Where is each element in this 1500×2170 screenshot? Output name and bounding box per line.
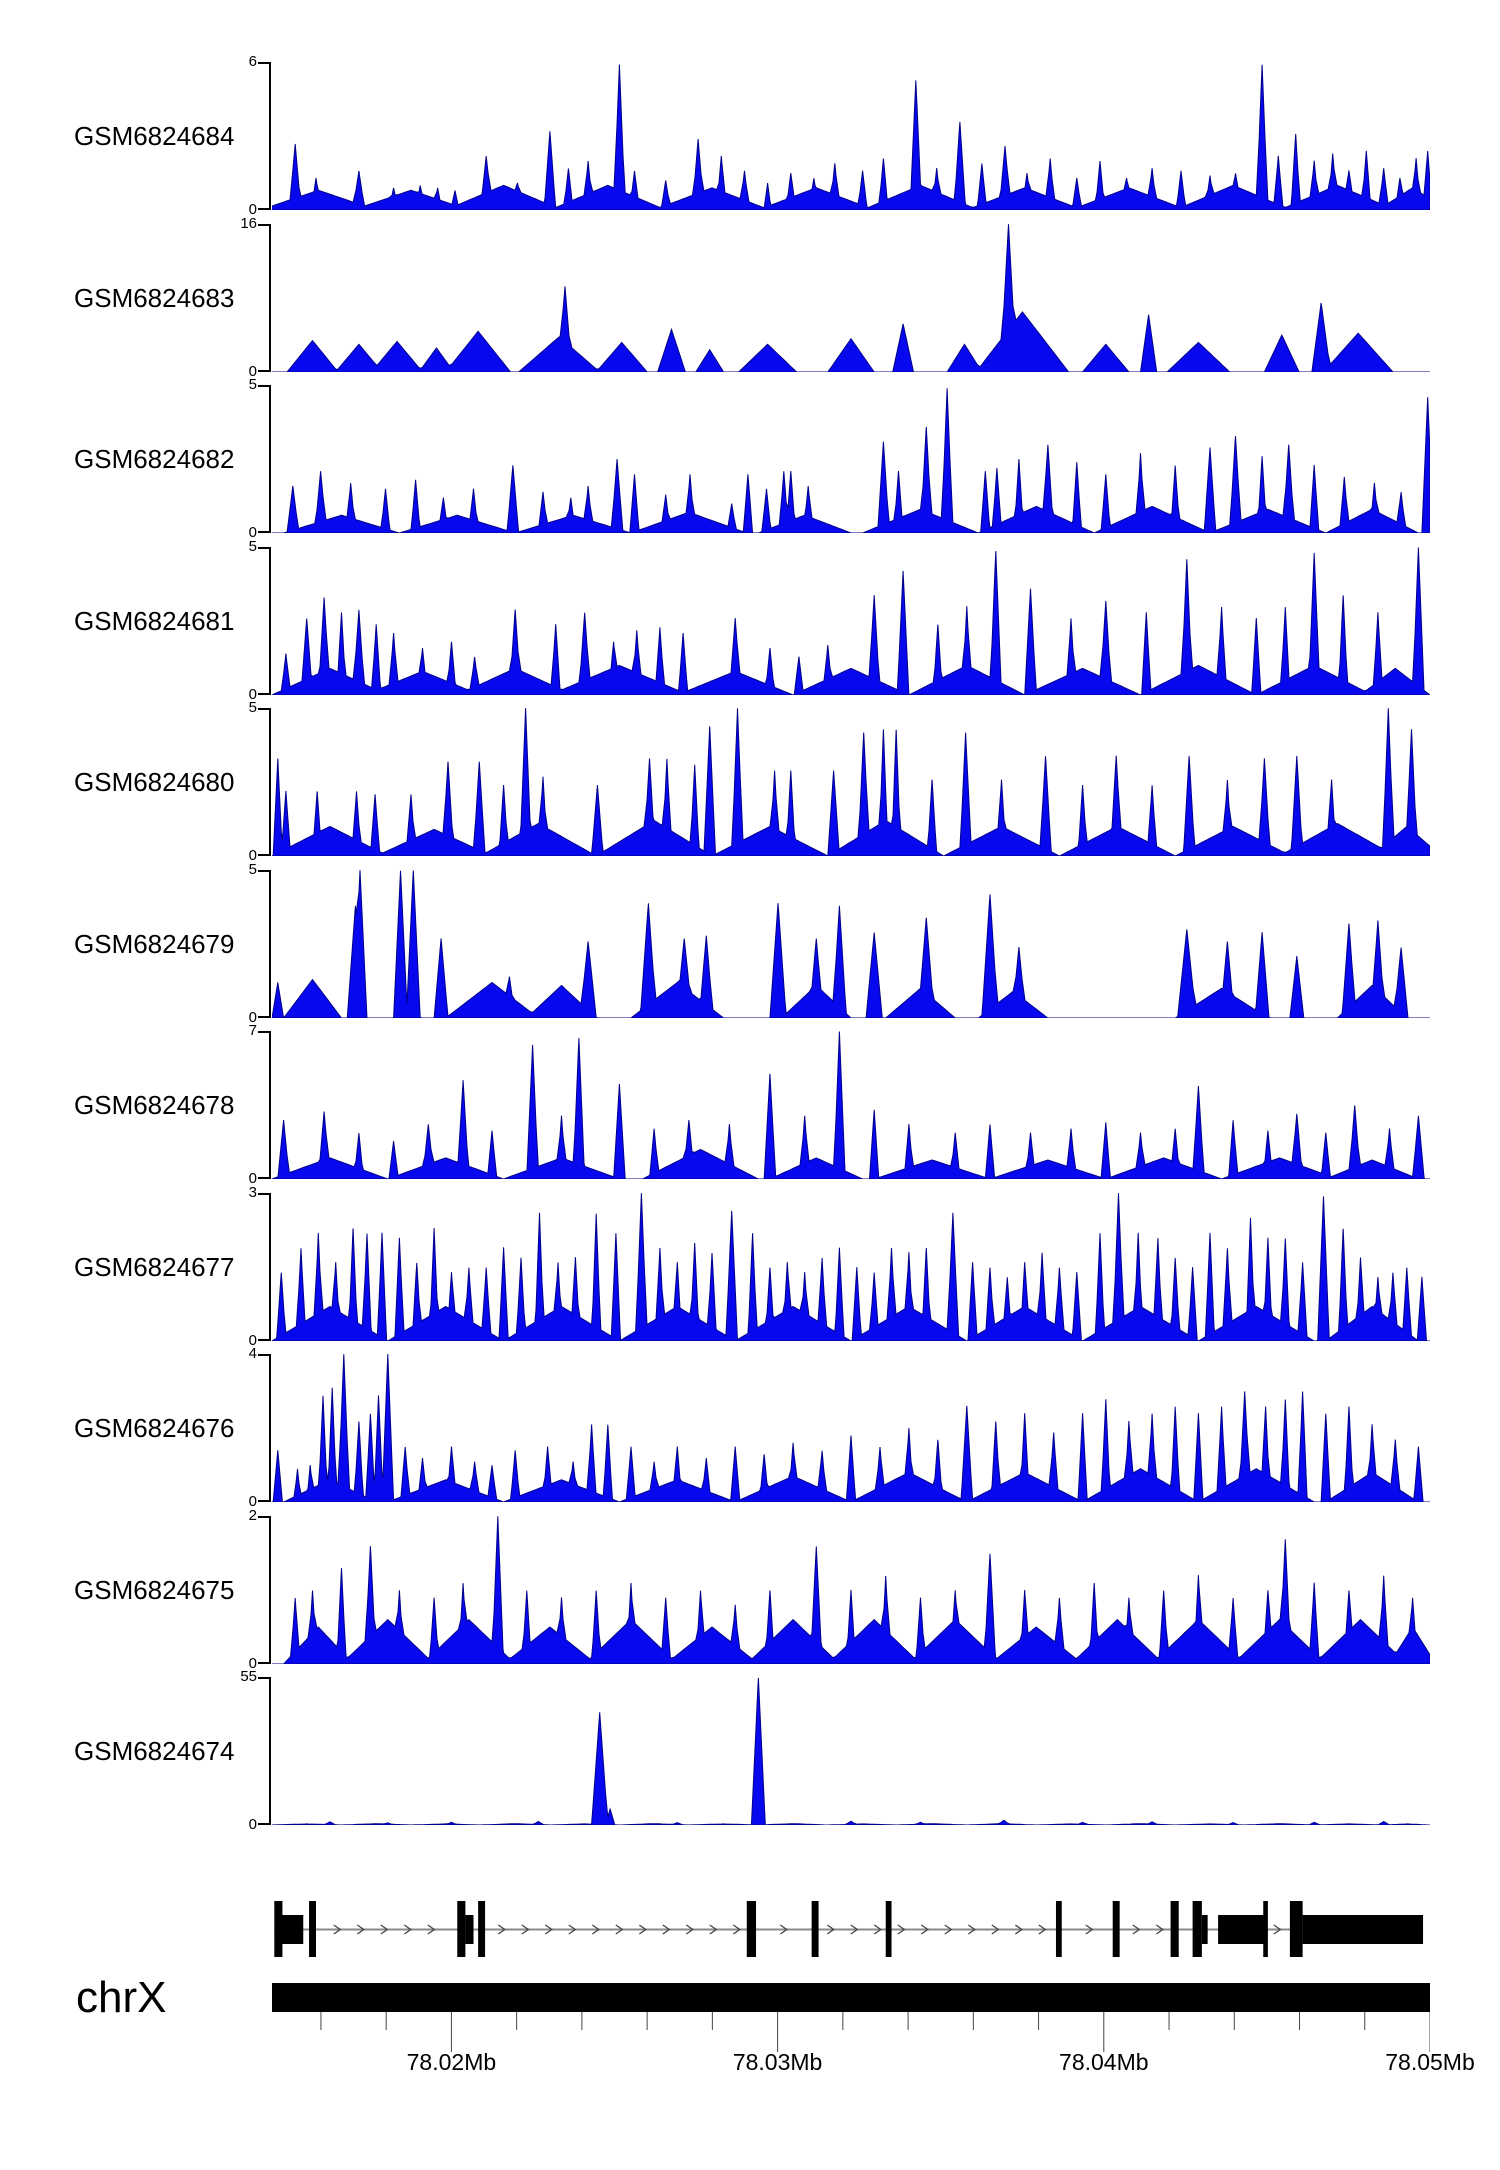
track-ymax-label: 2: [248, 1506, 257, 1524]
coverage-area-GSM6824684: [272, 62, 1430, 210]
track-y-axis: [269, 1031, 271, 1179]
track-ymin-label: 0: [248, 1008, 257, 1026]
coverage-polygon: [272, 1678, 1430, 1825]
coverage-area-GSM6824682: [272, 385, 1430, 533]
track-label: GSM6824677: [74, 1251, 235, 1282]
track-label: GSM6824683: [74, 282, 235, 313]
track-y-axis-bottom-tick: [258, 531, 269, 533]
coverage-polygon: [272, 388, 1430, 533]
track-ymax-label: 55: [240, 1668, 257, 1685]
track-y-axis-bottom-tick: [258, 1016, 269, 1018]
track-y-axis-bottom-tick: [258, 1823, 269, 1825]
coverage-polygon: [272, 547, 1430, 695]
track-y-axis-top-tick: [258, 708, 269, 710]
exon-thick: [1303, 1915, 1423, 1944]
coverage-area-GSM6824678: [272, 1031, 1430, 1179]
track-ymax-label: 5: [248, 860, 257, 878]
track-y-axis: [269, 708, 271, 856]
track-y-axis-top-tick: [258, 62, 269, 64]
track-y-axis: [269, 1516, 271, 1664]
track-y-axis-bottom-tick: [258, 1500, 269, 1502]
gene-model: [272, 1895, 1430, 1967]
track-y-axis-bottom-tick: [258, 208, 269, 210]
track-label: GSM6824675: [74, 1574, 235, 1605]
coverage-polygon: [272, 870, 1430, 1018]
track-ymax-label: 5: [248, 699, 257, 716]
track-y-axis-bottom-tick: [258, 693, 269, 695]
chromosome-label: chrX: [76, 1973, 167, 2022]
exon-tall: [457, 1901, 465, 1957]
track-ymin-label: 0: [248, 524, 257, 541]
coverage-area-GSM6824674: [272, 1677, 1430, 1825]
exon-thick: [465, 1915, 473, 1944]
track-y-axis: [269, 1193, 271, 1341]
coverage-area-GSM6824676: [272, 1354, 1430, 1502]
coverage-polygon: [272, 708, 1430, 856]
track-y-axis-top-tick: [258, 1193, 269, 1195]
exon-tall: [1113, 1901, 1120, 1957]
exon-tall: [478, 1901, 485, 1957]
track-y-axis: [269, 547, 271, 695]
coverage-polygon: [272, 1032, 1430, 1180]
track-ymax-label: 3: [248, 1183, 257, 1201]
coverage-area-GSM6824681: [272, 547, 1430, 695]
track-y-axis-top-tick: [258, 1677, 269, 1679]
ruler-tick-label: 78.04Mb: [1059, 2049, 1149, 2075]
track-label: GSM6824684: [74, 121, 235, 151]
ruler-tick-label: 78.03Mb: [732, 2049, 823, 2075]
coverage-area-GSM6824683: [272, 224, 1430, 372]
track-ymin-label: 0: [248, 1331, 257, 1349]
track-ymin-label: 0: [248, 685, 257, 703]
coverage-polygon: [272, 1193, 1430, 1341]
exon-tall: [1263, 1901, 1268, 1957]
track-y-axis: [269, 870, 271, 1018]
exon-tall: [1290, 1901, 1303, 1957]
track-y-axis-top-tick: [258, 547, 269, 549]
track-y-axis-bottom-tick: [258, 854, 269, 856]
track-y-axis-bottom-tick: [258, 1177, 269, 1179]
track-y-axis-bottom-tick: [258, 370, 269, 372]
track-y-axis-top-tick: [258, 1354, 269, 1356]
track-label: GSM6824681: [74, 605, 235, 636]
exon-thick: [275, 1915, 303, 1944]
exon-thick: [1218, 1915, 1265, 1944]
chromosome-ideogram: [272, 1983, 1430, 2012]
track-ymin-label: 0: [248, 362, 257, 380]
track-ymin-label: 0: [248, 1654, 257, 1672]
track-y-axis-bottom-tick: [258, 1662, 269, 1664]
track-ymax-label: 5: [248, 537, 257, 555]
coverage-polygon: [272, 224, 1430, 372]
coverage-area-GSM6824680: [272, 708, 1430, 856]
exon-tall: [886, 1901, 892, 1957]
track-y-axis-bottom-tick: [258, 1339, 269, 1341]
coverage-area-GSM6824677: [272, 1193, 1430, 1341]
track-ymin-label: 0: [248, 1170, 257, 1187]
exon-tall: [1171, 1901, 1179, 1957]
track-ymin-label: 0: [248, 201, 257, 218]
track-y-axis: [269, 224, 271, 372]
track-ymin-label: 0: [248, 1493, 257, 1510]
track-label: GSM6824679: [74, 928, 235, 959]
exon-tall: [1193, 1901, 1202, 1957]
ruler-tick-label: 78.05Mb: [1385, 2049, 1475, 2075]
track-ymax-label: 7: [248, 1022, 257, 1039]
track-y-axis-top-tick: [258, 1031, 269, 1033]
track-y-axis: [269, 1677, 271, 1825]
track-label: GSM6824676: [74, 1413, 235, 1443]
track-y-axis: [269, 1354, 271, 1502]
track-y-axis-top-tick: [258, 224, 269, 226]
coverage-area-GSM6824675: [272, 1516, 1430, 1664]
coverage-area-GSM6824679: [272, 870, 1430, 1018]
track-ymax-label: 16: [240, 214, 257, 232]
exon-thick: [1202, 1915, 1208, 1944]
track-y-axis-top-tick: [258, 1516, 269, 1518]
track-ymax-label: 6: [248, 53, 257, 70]
coverage-polygon: [272, 1354, 1430, 1502]
track-label: GSM6824674: [74, 1736, 235, 1766]
track-ymax-label: 4: [248, 1345, 257, 1362]
ruler-tick-label: 78.02Mb: [406, 2049, 497, 2075]
track-label: GSM6824682: [74, 444, 235, 474]
exon-tall: [747, 1901, 756, 1957]
track-ymax-label: 5: [248, 376, 257, 393]
track-label: GSM6824680: [74, 767, 235, 797]
track-y-axis-top-tick: [258, 870, 269, 872]
track-label: GSM6824678: [74, 1090, 235, 1120]
track-ymin-label: 0: [248, 1816, 257, 1833]
coverage-polygon: [272, 65, 1430, 211]
exon-tall: [309, 1901, 316, 1957]
exon-tall: [812, 1901, 819, 1957]
track-y-axis: [269, 385, 271, 533]
track-ymin-label: 0: [248, 847, 257, 864]
exon-tall: [1056, 1901, 1062, 1957]
track-y-axis-top-tick: [258, 385, 269, 387]
track-y-axis: [269, 62, 271, 210]
coverage-polygon: [272, 1516, 1430, 1664]
